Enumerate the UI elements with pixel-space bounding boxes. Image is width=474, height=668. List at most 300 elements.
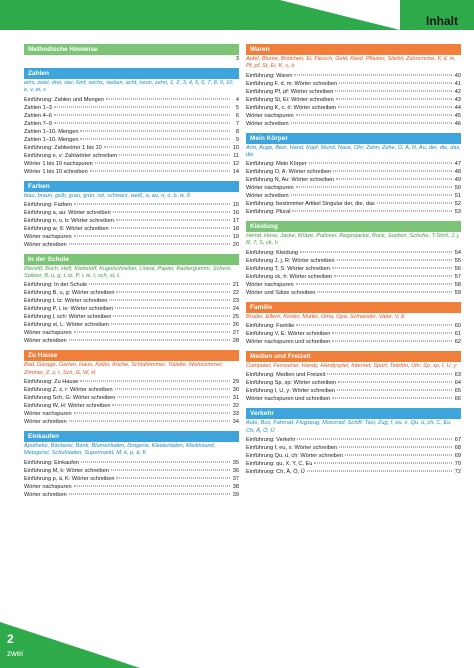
entry-title: Einführung F, d, m: Wörter schreiben: [246, 80, 338, 87]
dot-leader: [104, 146, 230, 147]
dot-leader: [338, 382, 452, 383]
entry-page: 62: [454, 339, 461, 346]
toc-section: [24, 68, 239, 176]
entry-title: Einführung n, o, b: Wörter schreiben: [24, 217, 114, 224]
entry-title: Einführung: In der Schule: [24, 282, 88, 289]
dot-leader: [74, 203, 230, 204]
entry-title: Einführung Z, z, r: Wörter schreiben: [24, 387, 113, 394]
section-heading: Medien und Freizeit: [246, 351, 461, 362]
dot-leader: [115, 308, 230, 309]
toc-entry: [24, 160, 239, 168]
entry-title: Einführung: Ch, Ä, Ö, Ü: [246, 468, 305, 475]
toc-entry: [246, 72, 461, 80]
entry-title: Einführung M, k: Wörter schreiben: [24, 467, 109, 474]
toc-entry: [246, 289, 461, 297]
toc-entry: [246, 452, 461, 460]
toc-entry: [246, 104, 461, 112]
entry-page: 9: [235, 136, 239, 143]
entry-page: 11: [233, 152, 239, 159]
section-vocabulary: Apfel, Blume, Brötchen, Ei, Fleisch, Geld, Kleid, Pflaster, Stiefel, Zahncreme, F, d, m, Pf, pf, St, Ei, K, c, ö: [246, 56, 456, 70]
dot-leader: [69, 421, 230, 422]
dot-leader: [54, 106, 230, 107]
entry-page: 63: [454, 372, 461, 379]
dot-leader: [336, 179, 452, 180]
entry-title: Einführung: Verkehr: [246, 436, 296, 443]
entry-page: 45: [454, 112, 461, 119]
entry-page: 47: [454, 161, 461, 168]
entry-title: Wörter nachspuren: [246, 281, 294, 288]
section-vocabulary: blau, braun, gelb, grau, grün, rot, schwarz, weiß, a, au, n, o, b, w, ß: [24, 192, 191, 199]
dot-leader: [69, 493, 230, 494]
dot-leader: [337, 259, 452, 260]
toc-entry: [246, 379, 461, 387]
dot-leader: [296, 187, 452, 188]
entry-page: 68: [454, 444, 461, 451]
entry-title: Einführung: Farben: [24, 201, 72, 208]
entry-title: Einführung: bestimmter Artikel Singular der, die, das: [246, 201, 375, 208]
toc-section: [24, 350, 239, 426]
toc-entry: [246, 371, 461, 379]
toc-entry: [24, 281, 239, 289]
toc-section: [24, 181, 239, 249]
dot-leader: [80, 130, 230, 131]
entry-title: Wörter schreiben: [24, 419, 67, 426]
entry-page: 33: [232, 411, 239, 418]
entry-page: 3: [235, 56, 239, 62]
dot-leader: [74, 235, 230, 236]
toc-entry: [246, 80, 461, 88]
entry-page: 54: [454, 249, 461, 256]
toc-entry: [246, 281, 461, 289]
toc-entry: [246, 208, 461, 216]
toc-section: [246, 408, 461, 476]
entry-title: Wörter schreiben: [24, 338, 67, 345]
entry-page: 26: [232, 322, 239, 329]
toc-entry: [246, 168, 461, 176]
entry-page: 19: [232, 233, 239, 240]
entry-title: Einführung a, au: Wörter schreiben: [24, 209, 111, 216]
toc-entry: [246, 192, 461, 200]
entry-page: 27: [232, 330, 239, 337]
dot-leader: [54, 114, 230, 115]
dot-leader: [296, 114, 452, 115]
toc-entry: [24, 386, 239, 394]
entry-page: 20: [232, 241, 239, 248]
toc-entry: [24, 168, 239, 176]
entry-page: 32: [232, 403, 239, 410]
entry-title: Einführung T, S: Wörter schreiben: [246, 265, 330, 272]
entry-page: 30: [232, 387, 239, 394]
dot-leader: [111, 324, 230, 325]
entry-page: 43: [454, 96, 461, 103]
dot-leader: [81, 461, 230, 462]
entry-title: Zahlen 1–3: [24, 104, 52, 111]
entry-title: Wörter nachspuren: [246, 185, 294, 192]
header-bar: [0, 0, 474, 30]
dot-leader: [292, 211, 452, 212]
section-vocabulary: Arm, Auge, Bein, Hand, Kopf, Mund, Nase, Ohr, Zahn, Zehe, O, A, N, Au, der, die, das, die: [246, 144, 461, 158]
entry-page: 31: [232, 395, 239, 402]
toc-entry: [246, 436, 461, 444]
section-vocabulary: Auto, Bus, Fahrrad, Flugzeug, Motorrad, Schiff, Taxi, Zug, f, eu, x, Qu, ü, ch, C, Eu, Ch, Ä, Ö, Ü: [246, 420, 452, 434]
entry-title: Einführung: Einkaufen: [24, 459, 80, 466]
entry-page: 21: [232, 282, 239, 289]
entry-page: 60: [454, 323, 461, 330]
entry-page: 50: [454, 185, 461, 192]
entry-title: Einführung Qu, ü, ch: Wörter schreiben: [246, 452, 344, 459]
entry-page: 29: [232, 379, 239, 386]
toc-entry: [24, 289, 239, 297]
toc-entry: [246, 444, 461, 452]
dot-leader: [327, 374, 452, 375]
entry-page: 70: [454, 460, 461, 467]
toc-entry: [246, 249, 461, 257]
toc-entry: [24, 209, 239, 217]
dot-leader: [335, 90, 452, 91]
entry-page: 37: [232, 475, 239, 482]
entry-title: Einführung: Zahlwörter 1 bis 10: [24, 144, 102, 151]
dot-leader: [339, 446, 452, 447]
dot-leader: [74, 332, 230, 333]
entry-page: 12: [232, 160, 239, 167]
entry-title: Zahlen 7–9: [24, 120, 52, 127]
dot-leader: [80, 381, 230, 382]
toc-entry: [24, 305, 239, 313]
entry-page: 69: [454, 452, 461, 459]
dot-leader: [80, 138, 230, 139]
section-heading: Kleidung: [246, 221, 461, 232]
dot-leader: [74, 485, 230, 486]
entry-title: Einführung t, tz: Wörter schreiben: [24, 298, 108, 305]
dot-leader: [111, 469, 230, 470]
entry-page: 18: [232, 225, 239, 232]
dot-leader: [332, 333, 452, 334]
section-vocabulary: eins, zwei, drei, vier, fünf, sechs, sieben, acht, neun, zehn, 1, 2, 3, 4, 5, 6, 7, 8, 9, 10, e, v, ei, s: [24, 80, 234, 94]
entry-page: 44: [454, 104, 461, 111]
toc-section: [246, 351, 461, 403]
toc-entry: [246, 200, 461, 208]
section-vocabulary: Bad, Garage, Garten, Haus, Keller, Küche, Schlafzimmer, Toilette, Wohnzimmer, Zimmer, Z, z, r, Sch, G, W, H: [24, 362, 224, 376]
toc-entry: [24, 144, 239, 152]
entry-page: 17: [232, 217, 239, 224]
entry-page: 57: [454, 273, 461, 280]
dot-leader: [291, 122, 452, 123]
toc-entry: [24, 112, 239, 120]
section-heading: Methodische Hinweise: [24, 44, 239, 55]
entry-page: 59: [454, 289, 461, 296]
dot-leader: [317, 291, 452, 292]
toc-entry: [24, 329, 239, 337]
toc-entry: [24, 225, 239, 233]
entry-title: Wörter 1 bis 10 nachspuren: [24, 160, 93, 167]
entry-title: Wörter schreiben: [246, 120, 289, 127]
section-heading: Waren: [246, 44, 461, 55]
dot-leader: [338, 106, 452, 107]
entry-title: Einführung Sp, sp: Wörter schreiben: [246, 380, 337, 387]
entry-title: Zahlen 1–10, Mengen: [24, 136, 79, 143]
entry-title: Einführung: Zu Hause: [24, 379, 79, 386]
entry-title: Einführung Pf, pf: Wörter schreiben: [246, 88, 334, 95]
dot-leader: [106, 98, 230, 99]
dot-leader: [339, 82, 452, 83]
toc-entry: [24, 491, 239, 499]
entry-title: Einführung B, u, g: Wörter schreiben: [24, 290, 115, 297]
dot-leader: [337, 390, 452, 391]
dot-leader: [314, 462, 452, 463]
toc-entry: [246, 96, 461, 104]
entry-page: 67: [454, 436, 461, 443]
toc-entry: [24, 394, 239, 402]
toc-entry: [246, 395, 461, 403]
section-heading: Mein Körper: [246, 133, 461, 144]
toc-entry: [24, 128, 239, 136]
entry-page: 16: [232, 209, 239, 216]
entry-title: Wörter nachspuren: [24, 411, 72, 418]
entry-page: 72: [454, 468, 461, 475]
dot-leader: [113, 211, 230, 212]
entry-title: Einführung p, ä, K: Wörter schreiben: [24, 475, 115, 482]
dot-leader: [296, 283, 452, 284]
toc-entry: [246, 160, 461, 168]
entry-title: Einführung: qu, X, Y, C, Eu: [246, 460, 313, 467]
entry-title: Zahlen 4–6: [24, 112, 52, 119]
entry-page: 34: [232, 419, 239, 426]
toc-entry: [24, 55, 239, 63]
section-heading: Einkaufen: [24, 431, 239, 442]
entry-page: 38: [232, 483, 239, 490]
page-number-word: zwei: [7, 649, 24, 658]
entry-title: Einführung I, U, y: Wörter schreiben: [246, 388, 335, 395]
footer-decoration: [0, 622, 140, 668]
entry-title: Wörter schreiben: [246, 193, 289, 200]
dot-leader: [95, 162, 230, 163]
entry-title: Einführung: Kleidung: [246, 249, 298, 256]
toc-entry: [24, 201, 239, 209]
entry-page: 39: [232, 491, 239, 498]
entry-title: Einführung: Medien und Freizeit: [246, 372, 326, 379]
entry-page: 52: [454, 201, 461, 208]
toc-entry: [246, 120, 461, 128]
entry-page: 15: [232, 201, 239, 208]
toc-entry: [246, 460, 461, 468]
toc-entry: [246, 112, 461, 120]
dot-leader: [115, 389, 230, 390]
section-vocabulary: Hemd, Hose, Jacke, Mütze, Pullover, Regenjacke, Rock, Socken, Schuhe, T-Shirt, J, j, R, T, S, ck, h: [246, 233, 460, 247]
entry-page: 10: [232, 144, 239, 151]
entry-title: Wörter schreiben: [24, 241, 67, 248]
entry-page: 28: [232, 338, 239, 345]
entry-title: Einführung St, Ei: Wörter schreiben: [246, 96, 334, 103]
entry-title: Wörter nachspuren: [246, 112, 294, 119]
entry-title: Wörter schreiben: [24, 491, 67, 498]
entry-title: Einführung ck, h: Wörter schreiben: [246, 273, 333, 280]
toc-entry: [24, 410, 239, 418]
dot-leader: [119, 154, 230, 155]
dot-leader: [309, 163, 452, 164]
toc-entry: [246, 88, 461, 96]
dot-leader: [116, 292, 230, 293]
header-decoration: [280, 0, 400, 30]
dot-leader: [116, 219, 230, 220]
toc-entry: [24, 378, 239, 386]
entry-page: 66: [454, 396, 461, 403]
entry-page: 6: [235, 112, 239, 119]
entry-page: 22: [232, 290, 239, 297]
dot-leader: [333, 171, 452, 172]
toc-entry: [246, 176, 461, 184]
entry-page: 58: [454, 281, 461, 288]
entry-title: Einführung: Waren: [246, 72, 293, 79]
toc-entry: [246, 273, 461, 281]
entry-title: Einführung P, i, ie: Wörter schreiben: [24, 306, 114, 313]
entry-page: 41: [454, 80, 461, 87]
toc-entry: [24, 136, 239, 144]
entry-page: 23: [232, 298, 239, 305]
entry-page: 56: [454, 265, 461, 272]
entry-title: Einführung O, A: Wörter schreiben: [246, 169, 332, 176]
entry-page: 55: [454, 257, 461, 264]
dot-leader: [69, 243, 230, 244]
entry-page: 14: [232, 168, 239, 175]
toc-section: [24, 431, 239, 499]
entry-title: Wörter nachspuren: [24, 483, 72, 490]
toc-section: [246, 133, 461, 217]
toc-section: [246, 44, 461, 128]
entry-title: Einführung: Zahlen und Mengen: [24, 96, 104, 103]
toc-entry: [24, 418, 239, 426]
entry-title: Einführung w, ß: Wörter schreiben: [24, 225, 109, 232]
dot-leader: [291, 195, 452, 196]
entry-title: Einführung f, eu, x: Wörter schreiben: [246, 444, 338, 451]
entry-page: 8: [235, 128, 239, 135]
section-heading: In der Schule: [24, 254, 239, 265]
toc-entry: [24, 217, 239, 225]
dot-leader: [74, 413, 230, 414]
entry-page: 5: [235, 104, 239, 111]
entry-title: Einführung l, sch: Wörter schreiben: [24, 314, 112, 321]
dot-leader: [332, 341, 452, 342]
toc-entry: [24, 104, 239, 112]
toc-entry: [246, 330, 461, 338]
section-heading: Zahlen: [24, 68, 239, 79]
page-number: 2: [7, 632, 14, 646]
toc-entry: [246, 338, 461, 346]
dot-leader: [377, 203, 452, 204]
toc-section: [246, 221, 461, 297]
dot-leader: [109, 300, 230, 301]
dot-leader: [294, 74, 452, 75]
dot-leader: [332, 267, 452, 268]
dot-leader: [296, 325, 452, 326]
section-heading: Verkehr: [246, 408, 461, 419]
section-vocabulary: Computer, Fernseher, Handy, Handyspiel, Internet, Sport, Telefon, Uhr, Sp, sp, I, U, y: [246, 363, 457, 370]
toc-section: [24, 44, 239, 63]
entry-title: Einführung: Familie: [246, 323, 295, 330]
toc-entry: [246, 265, 461, 273]
section-heading: Familie: [246, 302, 461, 313]
entry-title: Einführung: Mein Körper: [246, 161, 307, 168]
entry-title: Einführung e, v: Zahlwörter schreiben: [24, 152, 117, 159]
dot-leader: [300, 251, 452, 252]
toc-entry: [24, 402, 239, 410]
entry-title: Einführung Sch, G: Wörter schreiben: [24, 395, 116, 402]
page-title: Inhalt: [426, 14, 458, 28]
entry-page: 7: [235, 120, 239, 127]
entry-title: Wörter nachspuren und schreiben: [246, 396, 331, 403]
toc-entry: [24, 337, 239, 345]
dot-leader: [336, 98, 452, 99]
toc-entry: [246, 387, 461, 395]
entry-page: 4: [235, 96, 239, 103]
dot-leader: [54, 122, 230, 123]
entry-page: 35: [232, 459, 239, 466]
dot-leader: [89, 284, 230, 285]
dot-leader: [334, 275, 452, 276]
dot-leader: [69, 340, 230, 341]
toc-column-right: [246, 44, 461, 481]
toc-entry: [24, 96, 239, 104]
dot-leader: [112, 405, 230, 406]
toc-entry: [246, 322, 461, 330]
section-vocabulary: Apotheke, Bäckerei, Bank, Blumenladen, Drogerie, Kleiderladen, Marktstand, Metzgerei, Schuhladen, Supermarkt, M, k, p, ä, K: [24, 443, 216, 457]
toc-entry: [246, 184, 461, 192]
entry-title: Wörter nachspuren: [24, 233, 72, 240]
dot-leader: [307, 470, 452, 471]
toc-entry: [246, 468, 461, 476]
entry-title: Einführung st, L: Wörter schreiben: [24, 322, 109, 329]
dot-leader: [332, 398, 452, 399]
toc-entry: [24, 467, 239, 475]
toc-entry: [24, 152, 239, 160]
entry-title: Zahlen 1–10, Mengen: [24, 128, 79, 135]
section-vocabulary: Bleistift, Buch, Heft, Klebstoff, Kugelschreiber, Lineal, Papier, Radiergummi, Schere, Spitzer, B, u, g, t, tz, P, i, ie, l, sch, st, L: [24, 265, 233, 280]
toc-entry: [24, 475, 239, 483]
entry-title: Einführung K, c, ö: Wörter schreiben: [246, 104, 337, 111]
toc-entry: [24, 241, 239, 249]
entry-title: Einführung J, j, R: Wörter schreiben: [246, 257, 335, 264]
entry-page: 48: [454, 169, 461, 176]
dot-leader: [113, 316, 230, 317]
entry-page: 25: [232, 314, 239, 321]
entry-title: Einführung: Plural: [246, 209, 291, 216]
entry-title: Wörter und Sätze schreiben: [246, 289, 316, 296]
toc-entry: [24, 120, 239, 128]
entry-title: Wörter nachspuren: [24, 330, 72, 337]
dot-leader: [345, 454, 452, 455]
toc-entry: [24, 297, 239, 305]
entry-page: 24: [232, 306, 239, 313]
toc-entry: [24, 313, 239, 321]
entry-title: Einführung N, Au: Wörter schreiben: [246, 177, 334, 184]
toc-section: [246, 302, 461, 346]
dot-leader: [116, 477, 230, 478]
dot-leader: [117, 397, 230, 398]
toc-entry: [246, 257, 461, 265]
dot-leader: [297, 438, 452, 439]
section-heading: Farben: [24, 181, 239, 192]
toc-entry: [24, 321, 239, 329]
toc-entry: [24, 459, 239, 467]
toc-entry: [24, 233, 239, 241]
dot-leader: [111, 227, 230, 228]
toc-section: [24, 254, 239, 346]
entry-page: 51: [454, 193, 461, 200]
entry-page: 36: [232, 467, 239, 474]
entry-title: Einführung V, E: Wörter schreiben: [246, 331, 331, 338]
entry-title: Wörter 1 bis 10 schreiben: [24, 168, 88, 175]
toc-column-left: [24, 44, 239, 504]
entry-page: 40: [454, 72, 461, 79]
